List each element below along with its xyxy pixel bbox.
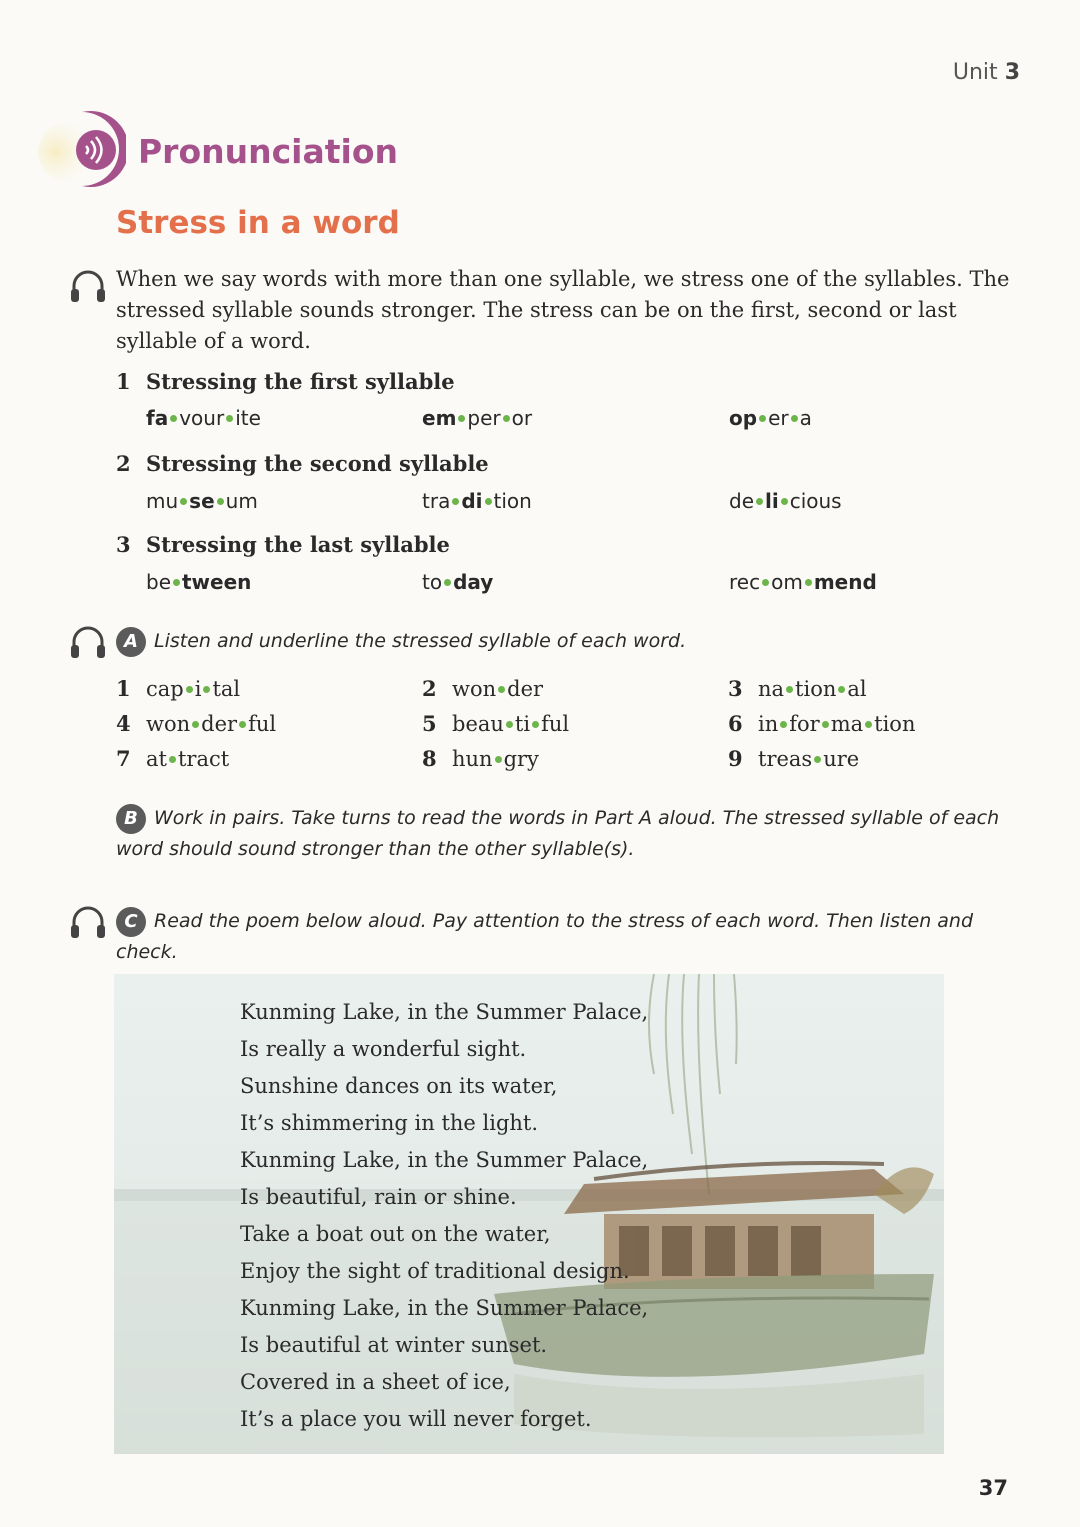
- stressed-syllable: tween: [182, 570, 252, 594]
- syllable-dot: [759, 415, 766, 422]
- stressed-syllable: em: [422, 406, 457, 430]
- part-a-badge: A: [116, 627, 146, 657]
- exercise-word-3: [728, 676, 867, 701]
- syllable: na: [758, 677, 785, 701]
- stressed-syllable: day: [453, 570, 494, 594]
- syllable: der: [201, 712, 238, 736]
- syllable: at: [146, 747, 167, 771]
- syllable: mu: [146, 489, 179, 513]
- poem-line: Is beautiful at winter sunset.: [240, 1333, 548, 1357]
- rule-number: 1: [116, 369, 131, 394]
- rule-number: 3: [116, 532, 131, 557]
- example-word: [146, 489, 258, 513]
- syllable: vour: [179, 406, 225, 430]
- part-b-text: Work in pairs. Take turns to read the words in Part A aloud. The stressed syllable of each word should sound stronger than the other syllable(s).: [116, 807, 1000, 860]
- poem-line: Covered in a sheet of ice,: [240, 1370, 511, 1394]
- headphones-icon: [68, 270, 108, 304]
- syllable: for: [789, 712, 820, 736]
- syllable-dot: [498, 686, 505, 693]
- syllable: beau: [452, 712, 504, 736]
- syllable: treas: [758, 747, 813, 771]
- syllable: won: [146, 712, 191, 736]
- syllable: ful: [248, 712, 277, 736]
- syllable: in: [758, 712, 779, 736]
- intro-paragraph: When we say words with more than one syllable, we stress one of the syllables. The stressed syllable sounds stronger. The stress can be on the first, second or last syllable of a word.: [116, 267, 1010, 353]
- rule-3-words: [146, 570, 1046, 600]
- stressed-syllable: di: [461, 489, 483, 513]
- part-c-text: Read the poem below aloud. Pay attention to the stress of each word. Then listen and check.: [116, 910, 974, 963]
- syllable-dot: [781, 498, 788, 505]
- syllable: per: [467, 406, 501, 430]
- syllable: to: [422, 570, 443, 594]
- poem-line: Take a boat out on the water,: [240, 1222, 551, 1246]
- exercise-word-8: [422, 746, 539, 771]
- part-c-badge: C: [116, 907, 146, 937]
- rule-2-heading: [116, 451, 489, 476]
- syllable: tion: [874, 712, 916, 736]
- rule-number: 2: [116, 451, 131, 476]
- example-word: [422, 406, 532, 430]
- poem-line: Sunshine dances on its water,: [240, 1074, 558, 1098]
- syllable: ure: [823, 747, 860, 771]
- syllable: ful: [541, 712, 570, 736]
- syllable: or: [511, 406, 533, 430]
- poem-line: Is beautiful, rain or shine.: [240, 1185, 517, 1209]
- syllable-dot: [226, 415, 233, 422]
- section-subtitle: Stress in a word: [116, 205, 400, 241]
- syllable: hun: [452, 747, 493, 771]
- example-word: [422, 489, 532, 513]
- headphones-icon: [68, 906, 108, 940]
- part-c-instruction: [116, 906, 1016, 968]
- rule-1-heading: [116, 369, 455, 394]
- syllable-dot: [762, 579, 769, 586]
- syllable-dot: [865, 721, 872, 728]
- syllable: i: [194, 677, 202, 701]
- syllable: be: [146, 570, 171, 594]
- syllable-dot: [791, 415, 798, 422]
- syllable: tal: [212, 677, 241, 701]
- item-number: 2: [422, 676, 437, 701]
- syllable-dot: [452, 498, 459, 505]
- syllable-dot: [485, 498, 492, 505]
- syllable-dot: [192, 721, 199, 728]
- item-number: 3: [728, 676, 743, 701]
- syllable-dot: [180, 498, 187, 505]
- item-number: 8: [422, 746, 437, 771]
- syllable-dot: [814, 756, 821, 763]
- syllable: om: [771, 570, 803, 594]
- syllable: ite: [235, 406, 261, 430]
- syllable: cap: [146, 677, 184, 701]
- example-word: [146, 406, 261, 430]
- poem-line: Kunming Lake, in the Summer Palace,: [240, 1296, 649, 1320]
- syllable: de: [729, 489, 754, 513]
- headphones-icon: [68, 626, 108, 660]
- page-number: 37: [978, 1476, 1008, 1500]
- section-title: Pronunciation: [138, 132, 399, 171]
- syllable-dot: [532, 721, 539, 728]
- unit-number: 3: [1004, 60, 1020, 85]
- rule-1-words: [146, 406, 1046, 436]
- syllable: gry: [503, 747, 539, 771]
- rule-title: Stressing the last syllable: [146, 532, 450, 557]
- exercise-word-2: [422, 676, 543, 701]
- exercise-word-5: [422, 711, 569, 736]
- syllable-dot: [173, 579, 180, 586]
- syllable: er: [768, 406, 789, 430]
- poem-line: Is really a wonderful sight.: [240, 1037, 527, 1061]
- syllable-dot: [756, 498, 763, 505]
- rule-3-heading: [116, 532, 450, 557]
- syllable-dot: [169, 756, 176, 763]
- part-a-text: Listen and underline the stressed syllable of each word.: [154, 630, 687, 652]
- item-number: 5: [422, 711, 437, 736]
- syllable: won: [452, 677, 497, 701]
- syllable-dot: [506, 721, 513, 728]
- syllable-dot: [780, 721, 787, 728]
- item-number: 7: [116, 746, 131, 771]
- item-number: 6: [728, 711, 743, 736]
- exercise-word-6: [728, 711, 915, 736]
- poem-line: It’s a place you will never forget.: [240, 1407, 592, 1431]
- syllable: tion: [795, 677, 837, 701]
- syllable-dot: [170, 415, 177, 422]
- syllable-dot: [503, 415, 510, 422]
- syllable-dot: [458, 415, 465, 422]
- syllable: tra: [422, 489, 451, 513]
- stressed-syllable: se: [189, 489, 215, 513]
- exercise-word-9: [728, 746, 859, 771]
- stressed-syllable: op: [729, 406, 758, 430]
- rule-title: Stressing the first syllable: [146, 369, 455, 394]
- poem-line: Enjoy the sight of traditional design.: [240, 1259, 630, 1283]
- poem-line: Kunming Lake, in the Summer Palace,: [240, 1148, 649, 1172]
- stressed-syllable: fa: [146, 406, 169, 430]
- syllable: der: [507, 677, 544, 701]
- syllable: tract: [177, 747, 230, 771]
- example-word: [729, 570, 877, 594]
- example-word: [729, 406, 812, 430]
- item-number: 1: [116, 676, 131, 701]
- example-word: [422, 570, 493, 594]
- syllable-dot: [186, 686, 193, 693]
- rule-2-words: [146, 489, 1046, 519]
- speaker-sound-icon: [38, 108, 126, 188]
- syllable: tion: [493, 489, 532, 513]
- syllable-dot: [822, 721, 829, 728]
- exercise-word-7: [116, 746, 229, 771]
- syllable: ti: [514, 712, 531, 736]
- unit-word: Unit: [952, 60, 998, 85]
- exercise-word-4: [116, 711, 276, 736]
- syllable-dot: [444, 579, 451, 586]
- poem-line: It’s shimmering in the light.: [240, 1111, 539, 1135]
- item-number: 9: [728, 746, 743, 771]
- syllable: um: [225, 489, 258, 513]
- syllable: a: [799, 406, 812, 430]
- syllable: al: [847, 677, 867, 701]
- unit-label: [953, 60, 1020, 85]
- item-number: 4: [116, 711, 131, 736]
- syllable: ma: [830, 712, 864, 736]
- syllable-dot: [217, 498, 224, 505]
- part-a-instruction: [116, 626, 1016, 657]
- example-word: [146, 570, 251, 594]
- stressed-syllable: li: [765, 489, 779, 513]
- poem-line: Kunming Lake, in the Summer Palace,: [240, 1000, 649, 1024]
- syllable-dot: [203, 686, 210, 693]
- part-b-badge: B: [116, 804, 146, 834]
- stressed-syllable: mend: [813, 570, 877, 594]
- syllable-dot: [239, 721, 246, 728]
- poem: [240, 994, 800, 1438]
- syllable: rec: [729, 570, 761, 594]
- rule-title: Stressing the second syllable: [146, 451, 489, 476]
- syllable-dot: [495, 756, 502, 763]
- syllable-dot: [786, 686, 793, 693]
- syllable-dot: [805, 579, 812, 586]
- exercise-word-1: [116, 676, 240, 701]
- part-b-instruction: [116, 803, 1016, 865]
- syllable-dot: [838, 686, 845, 693]
- syllable: cious: [789, 489, 842, 513]
- example-word: [729, 489, 842, 513]
